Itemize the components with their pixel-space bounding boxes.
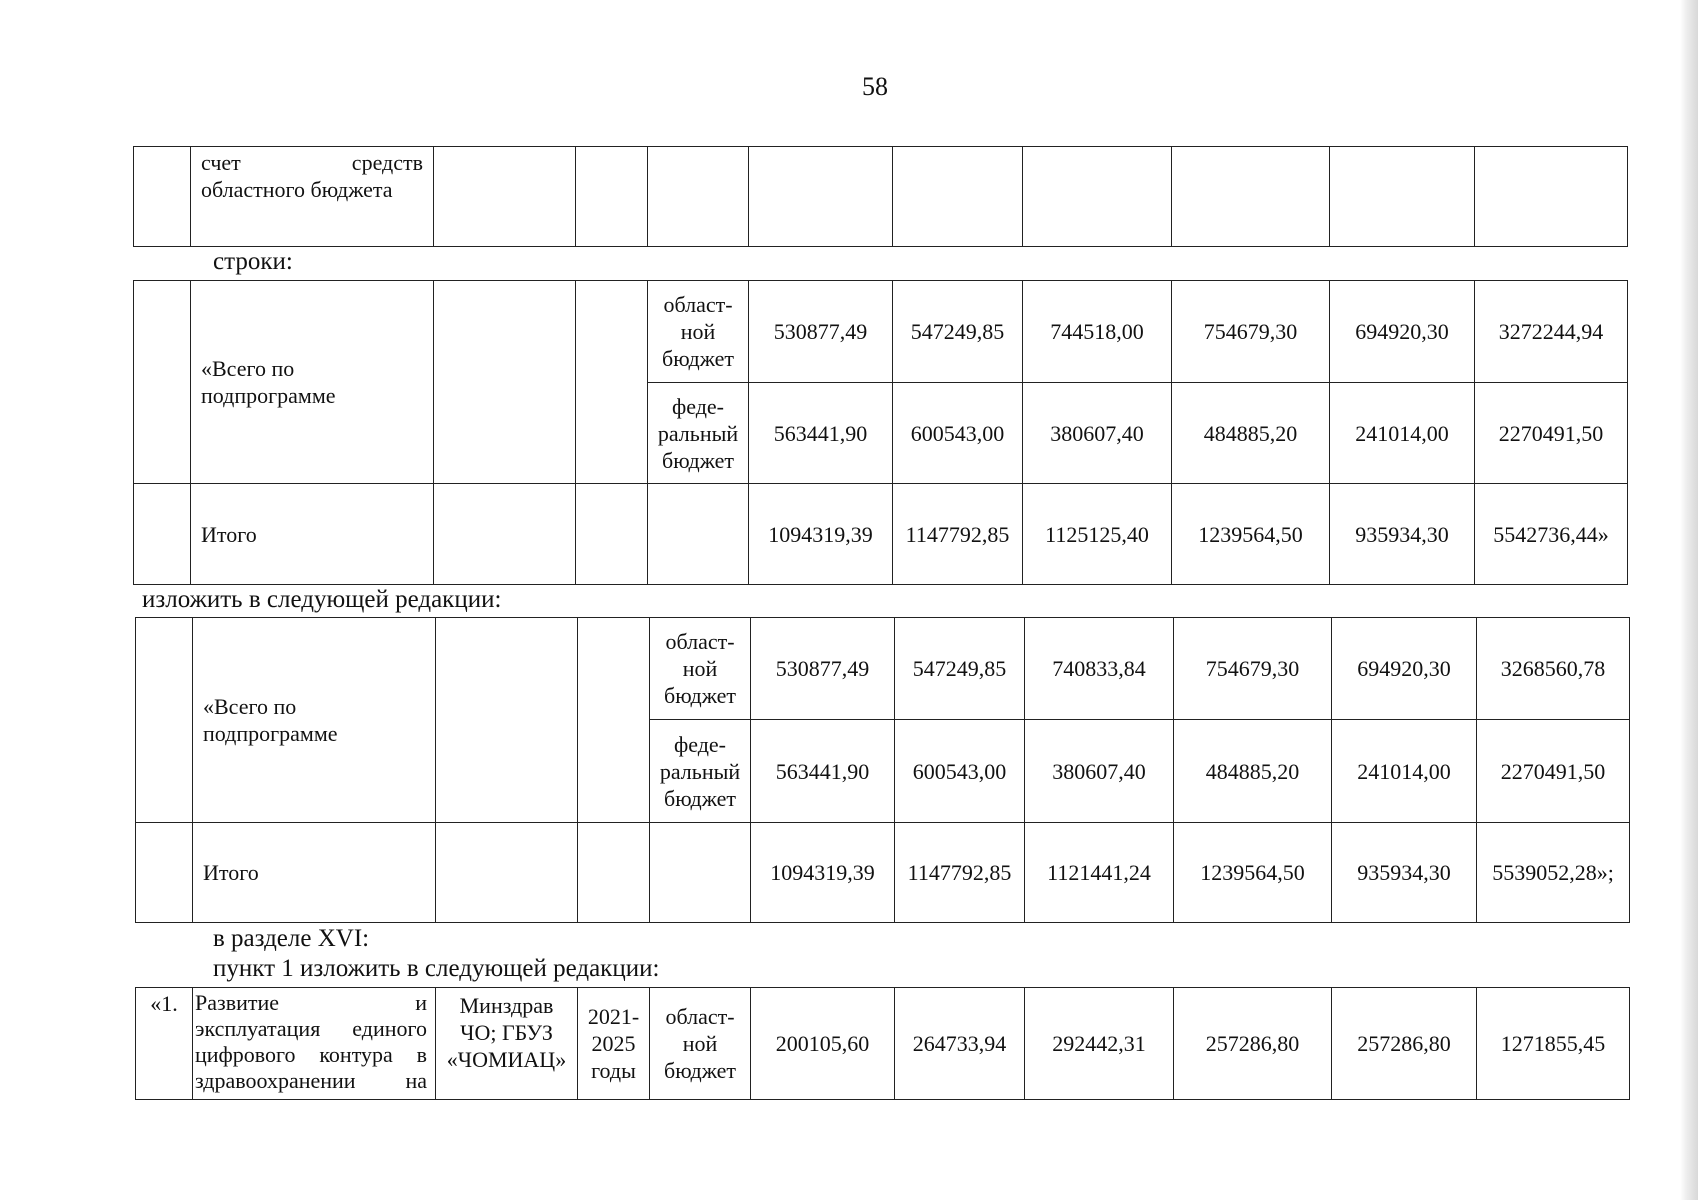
caption-punkt: пункт 1 изложить в следующей редакции: [213,955,660,982]
label-itogo: Итого [193,823,436,923]
value-cell: 264733,94 [895,988,1025,1100]
table-continuation [133,146,1628,247]
value-cell: 547249,85 [895,618,1025,720]
value-cell: 694920,30 [1332,618,1477,720]
value-cell: 600543,00 [895,720,1025,823]
value-cell: 241014,00 [1330,383,1475,484]
page-number: 58 [862,72,888,101]
value-cell: 292442,31 [1025,988,1174,1100]
item-years: 2021- 2025 годы [578,988,650,1100]
value-cell: 694920,30 [1330,281,1475,383]
value-cell-total: 2270491,50 [1477,720,1630,823]
caption-izlozhit: изложить в следующей редакции: [142,586,502,613]
value-cell: 241014,00 [1332,720,1477,823]
item-name: Развитие и эксплуатация единого цифрового контура в здравоохранении на [193,988,436,1100]
value-cell: 1094319,39 [751,823,895,923]
value-cell: 380607,40 [1023,383,1172,484]
caption-razdel: в разделе XVI: [213,925,370,952]
fund-regional-budget: област- ной бюджет [650,618,751,720]
value-cell: 547249,85 [893,281,1023,383]
value-cell: 1094319,39 [749,484,893,585]
fund-federal-budget: феде- ральный бюджет [648,383,749,484]
caption-stroki: строки: [213,248,293,275]
value-cell: 530877,49 [751,618,895,720]
label-total-subprogram: «Всего по подпрограмме [193,618,436,823]
value-cell: 257286,80 [1332,988,1477,1100]
value-cell: 380607,40 [1025,720,1174,823]
table-new-values [135,617,1630,923]
value-cell-total: 2270491,50 [1475,383,1628,484]
value-cell: 740833,84 [1025,618,1174,720]
table-old-values [133,280,1628,585]
fund-federal-budget: феде- ральный бюджет [650,720,751,823]
value-cell-total: 1271855,45 [1477,988,1630,1100]
value-cell: 754679,30 [1174,618,1332,720]
value-cell-total: 5542736,44» [1475,484,1628,585]
label-line-1: счет средств [201,150,423,175]
scan-edge-shadow [1680,0,1698,1200]
label-itogo: Итого [191,484,434,585]
value-cell: 754679,30 [1172,281,1330,383]
value-cell: 484885,20 [1174,720,1332,823]
fund-regional-budget: област- ной бюджет [648,281,749,383]
item-number: «1. [136,988,193,1100]
value-cell: 257286,80 [1174,988,1332,1100]
value-cell: 1147792,85 [895,823,1025,923]
value-cell: 1147792,85 [893,484,1023,585]
value-cell: 563441,90 [751,720,895,823]
value-cell: 935934,30 [1332,823,1477,923]
value-cell: 530877,49 [749,281,893,383]
value-cell: 484885,20 [1172,383,1330,484]
table-item-1 [135,987,1630,1100]
label-line-2: областного бюджета [201,177,393,202]
value-cell-total: 5539052,28»; [1477,823,1630,923]
value-cell: 1121441,24 [1025,823,1174,923]
value-cell: 744518,00 [1023,281,1172,383]
label-total-subprogram: «Всего по подпрограмме [191,281,434,484]
value-cell: 563441,90 [749,383,893,484]
label-cell [191,147,434,247]
value-cell: 1239564,50 [1172,484,1330,585]
fund-regional-budget: област- ной бюджет [650,988,751,1100]
value-cell: 600543,00 [893,383,1023,484]
value-cell: 200105,60 [751,988,895,1100]
value-cell: 1239564,50 [1174,823,1332,923]
value-cell: 935934,30 [1330,484,1475,585]
value-cell-total: 3268560,78 [1477,618,1630,720]
item-executor: Минздрав ЧО; ГБУЗ «ЧОМИАЦ» [436,988,578,1100]
value-cell-total: 3272244,94 [1475,281,1628,383]
value-cell: 1125125,40 [1023,484,1172,585]
